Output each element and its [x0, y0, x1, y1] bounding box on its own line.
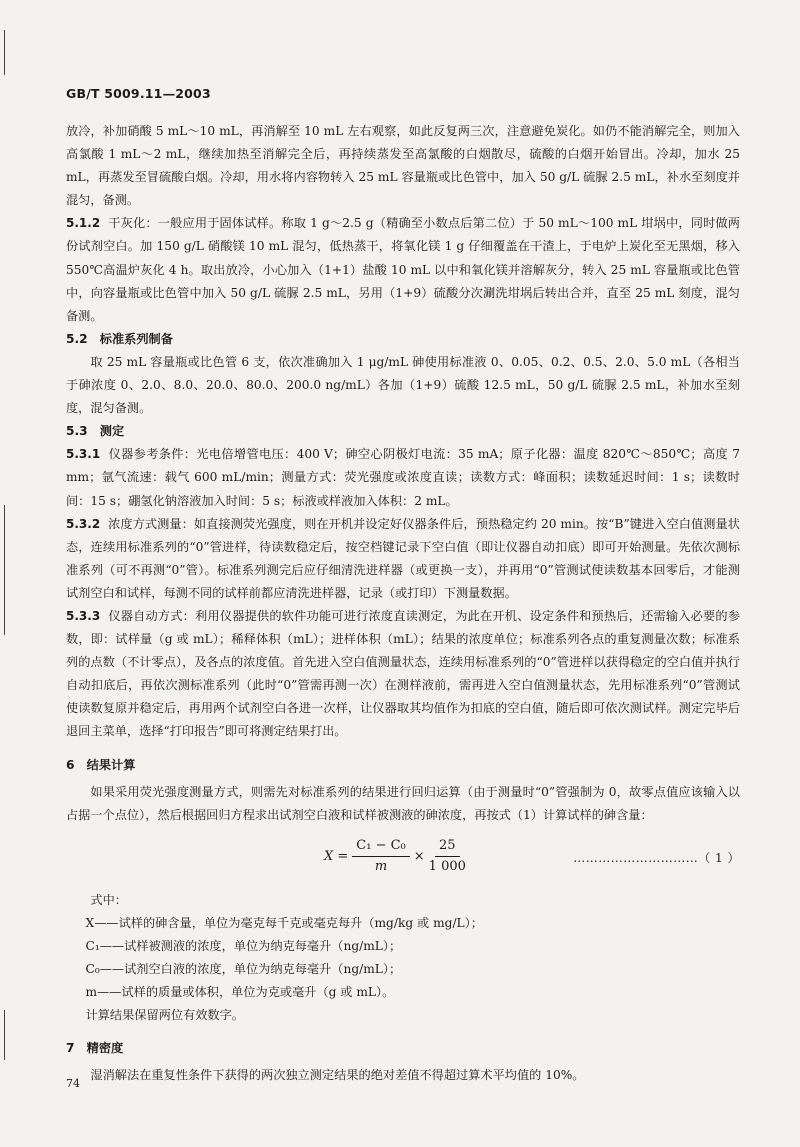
section-5-3-3	[66, 605, 740, 744]
symbol-definitions	[66, 889, 740, 1028]
section-5-3-1	[66, 443, 740, 512]
section-text: 仪器参考条件：光电倍增管电压：400 V；砷空心阴极灯电流：35 mA；原子化器：温度 820℃～850℃；高度 7 mm；氩气流速：载气 600 mL/min；测量方式：荧光强度或浓度直读；读数方式：峰面积；读数延迟时间：1 s；读数时间：15 s；硼氢化钠溶液加入时间：5 s；标液或样液加入体积：2 mL。	[66, 447, 740, 508]
section-6-text: 如果采用荧光强度测量方式，则需先对标准系列的结果进行回归运算（由于测量时“0”管强制为 0，故零点值应该输入以占据一个点位），然后根据回归方程求出试剂空白液和试样被测液的砷浓度，再按式（1）计算试样的砷含量：	[66, 784, 740, 822]
multiply-sign: ×	[413, 848, 425, 864]
standard-code-header: GB/T 5009.11—2003	[66, 86, 211, 101]
symbol-c1: C₁——试样被测液的浓度，单位为纳克每毫升（ng/mL）；	[85, 939, 402, 953]
formula-number: …………………………（ 1 ）	[573, 850, 740, 865]
symbol-c0: C₀——试剂空白液的浓度，单位为纳克每毫升（ng/mL）；	[85, 962, 402, 977]
section-5-2-text: 取 25 mL 容量瓶或比色管 6 支，依次准确加入 1 μg/mL 砷使用标准液 0、0.05、0.2、0.5、2.0、5.0 mL（各相当于砷浓度 0、2.0、8.0、20.0、80.0、200.0 ng/mL）各加（1+9）硫酸 12.5 mL，50 g/L 硫脲 2.5 mL，补加水至刻度，混匀备测。	[66, 354, 740, 416]
section-7-heading: 7 精密度	[66, 1041, 124, 1056]
section-text: 干灰化：一般应用于固体试样。称取 1 g～2.5 g（精确至小数点后第二位）于 50 mL～100 mL 坩埚中，同时做两份试剂空白。加 150 g/L 硝酸镁 10 mL 混匀，低热蒸干，将氧化镁 1 g 仔细覆盖在干渣上，于电炉上炭化至无黑烟，移入 550℃高温炉灰化 4 h。取出放冷，小心加入（1+1）盐酸 10 mL 以中和氧化镁并溶解灰分，转入 25 mL 容量瓶或比色管中，向容量瓶或比色管中加入 50 g/L 硫脲 2.5 mL，另用（1+9）硫酸分次涮洗坩埚后转出合并，直至 25 mL 刻度，混匀备测。	[66, 216, 740, 323]
section-6-heading: 6 结果计算	[66, 757, 136, 772]
formula-expression	[324, 837, 470, 876]
section-text: 仪器自动方式：利用仪器提供的软件功能可进行浓度直读测定，为此在开机、设定条件和预热后，还需输入必要的参数，即：试样量（g 或 mL）；稀释体积（mL）；进样体积（mL）；结果的浓度单位；标准系列各点的重复测量次数；标准系列的点数（不计零点），及各点的浓度值。首先进入空白值测量状态，连续用标准系列的“0”管进样以获得稳定的空白值并执行自动扣底后，再依次测标准系列（此时“0”管需再测一次）在测样液前，需再进入空白值测量状态，先用标准系列“0”管测试使读数复原并稳定后，再用两个试剂空白各进一次样，让仪器取其均值作为扣底的空白值，随后即可依次测试样。测定完毕后退回主菜单，选择“打印报告”即可将测定结果打出。	[66, 608, 741, 739]
fraction-denominator: 1 000	[428, 858, 466, 874]
wet-digestion-continued: 放冷，补加硝酸 5 mL～10 mL，再消解至 10 mL 左右观察，如此反复两三次，注意避免炭化。如仍不能消解完全，则加入高氯酸 1 mL～2 mL，继续加热至消解完全后，再持续蒸发至高氯酸的白烟散尽，硫酸的白烟开始冒出。冷却，加水 25 mL，再蒸发至冒硫酸白烟。冷却，用水将内容物转入 25 mL 容量瓶或比色管中，加入 50 g/L 硫脲 2.5 mL，补水至刻度并混匀，备测。	[66, 124, 740, 208]
section-5-2-heading: 5.2 标准系列制备	[66, 331, 173, 346]
fraction-numerator: 25	[435, 837, 460, 857]
section-number: 5.3.2	[66, 516, 101, 531]
binding-mark	[4, 30, 5, 75]
symbol-m: m——试样的质量或体积，单位为克或毫升（g 或 mL）。	[85, 985, 395, 1000]
section-number: 5.1.2	[66, 216, 101, 231]
significant-figures-note: 计算结果保留两位有效数字。	[85, 1008, 244, 1023]
fraction-concentration	[352, 837, 409, 876]
formula-lhs: X =	[324, 848, 349, 864]
section-5-1-2	[66, 212, 740, 327]
document-body	[66, 120, 740, 1088]
section-5-3-2	[66, 513, 740, 605]
formula-1	[66, 833, 740, 885]
binding-mark	[4, 505, 5, 635]
where-label: 式中：	[90, 892, 127, 907]
section-number: 5.3.1	[66, 447, 101, 462]
section-5-3-heading: 5.3 测定	[66, 424, 125, 439]
page-number: 74	[66, 1077, 80, 1090]
section-7-text: 湿消解法在重复性条件下获得的两次独立测定结果的绝对差值不得超过算术平均值的 10%。	[90, 1068, 585, 1083]
symbol-x: X——试样的砷含量，单位为毫克每千克或毫克每升（mg/kg 或 mg/L）；	[85, 915, 483, 930]
binding-mark	[4, 1010, 5, 1060]
mass-symbol: m	[374, 858, 388, 874]
section-text: 浓度方式测量：如直接测荧光强度，则在开机并设定好仪器条件后，预热稳定约 20 min。按“B”键进入空白值测量状态，连续用标准系列的“0”管进样，待读数稳定后，按空档键记录下空白值（即让仪器自动扣底）即可开始测量。先依次测标准系列（可不再测“0”管）。标准系列测完后应仔细清洗进样器（或更换一支），并再用“0”管测试使读数基本回零后，才能测试剂空白和试样，每测不同的试样前都应清洗进样器，记录（或打印）下测量数据。	[66, 516, 740, 600]
section-number: 5.3.3	[66, 608, 101, 623]
fraction-volume	[429, 837, 466, 876]
fraction-denominator	[375, 857, 387, 876]
fraction-numerator: C₁ − C₀	[352, 837, 409, 857]
